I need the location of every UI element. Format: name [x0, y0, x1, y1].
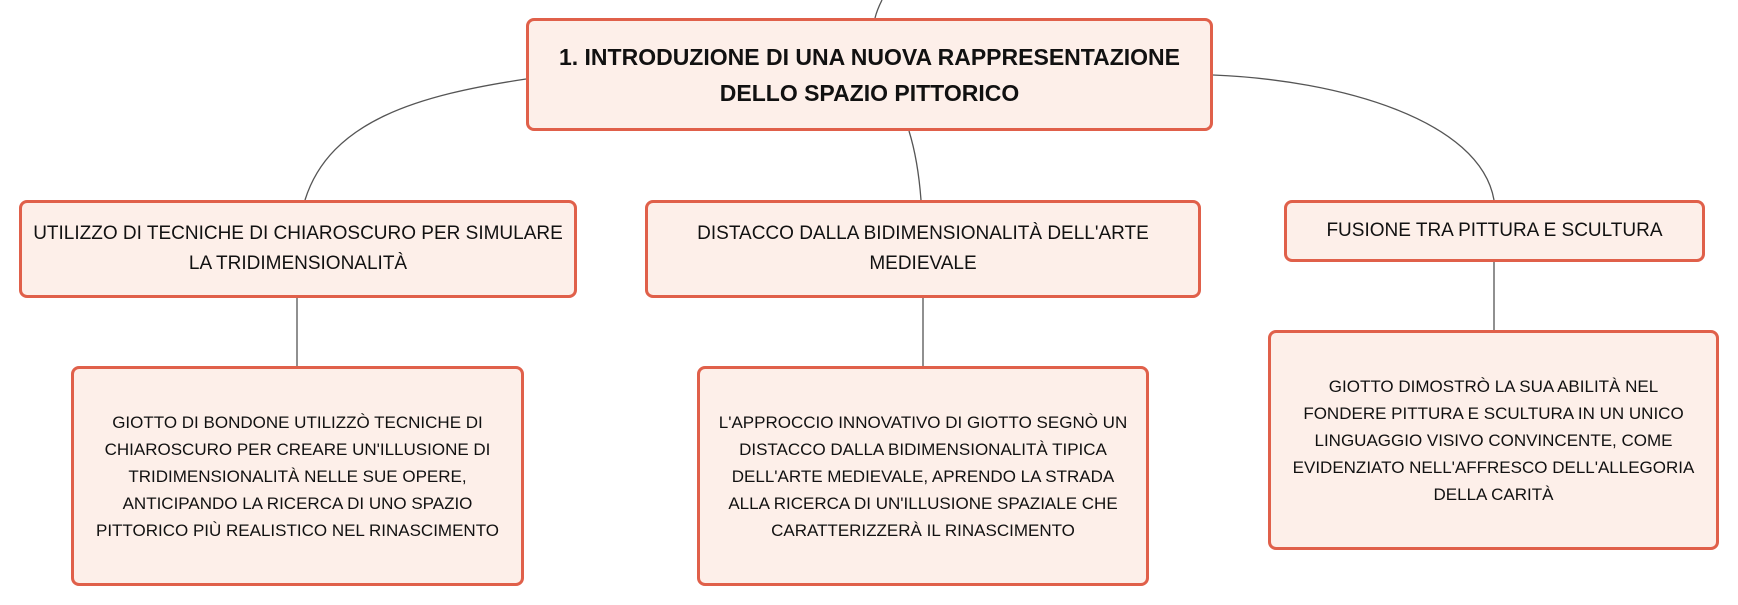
subtopic-node-fusione[interactable] [1284, 200, 1705, 262]
subtopic-node-distacco[interactable] [645, 200, 1201, 298]
subtopic-label: UTILIZZO DI TECNICHE DI CHIAROSCURO PER SIMULARE LA TRIDIMENSIONALITÀ [33, 223, 563, 274]
detail-node-fusione[interactable] [1268, 330, 1719, 550]
subtopic-node-chiaroscuro[interactable] [19, 200, 577, 298]
central-topic-node[interactable] [526, 18, 1213, 131]
central-topic-line-1: 1. INTRODUZIONE DI UNA NUOVA RAPPRESENTAZIONE [558, 43, 1181, 70]
connector-root-to-topic-3 [1213, 75, 1494, 200]
detail-node-chiaroscuro[interactable] [71, 366, 524, 586]
central-topic-text [559, 39, 1180, 111]
detail-node-distacco[interactable] [697, 366, 1149, 586]
detail-text: GIOTTO DIMOSTRÒ LA SUA ABILITÀ NEL FONDERE PITTURA E SCULTURA IN UN UNICO LINGUAGGIO VISIVO CONVINCENTE, COME EVIDENZIATO NELL'AFFRESCO DELL'ALLEGORIA DELLA CARITÀ [1292, 376, 1695, 504]
subtopic-label: FUSIONE TRA PITTURA E SCULTURA [1326, 220, 1663, 241]
detail-text: L'APPROCCIO INNOVATIVO DI GIOTTO SEGNÒ UN DISTACCO DALLA BIDIMENSIONALITÀ TIPICA DELL'ARTE MEDIEVALE, APRENDO LA STRADA ALLA RICERCA DI UN'ILLUSIONE SPAZIALE CHE CARATTERIZZERÀ IL RINASCIMENTO [718, 412, 1128, 540]
central-topic-line-2: DELLO SPAZIO PITTORICO [719, 79, 1020, 106]
connector-root-to-topic-2 [909, 131, 921, 200]
connector-root-to-topic-1 [305, 79, 526, 200]
detail-text: GIOTTO DI BONDONE UTILIZZÒ TECNICHE DI CHIAROSCURO PER CREARE UN'ILLUSIONE DI TRIDIMENSIONALITÀ NELLE SUE OPERE, ANTICIPANDO LA RICERCA DI UNO SPAZIO PITTORICO PIÙ REALISTICO NEL RINASCIMENTO [95, 412, 500, 540]
subtopic-label: DISTACCO DALLA BIDIMENSIONALITÀ DELL'ARTE MEDIEVALE [697, 223, 1149, 274]
connector-parent-to-root [875, 0, 882, 18]
